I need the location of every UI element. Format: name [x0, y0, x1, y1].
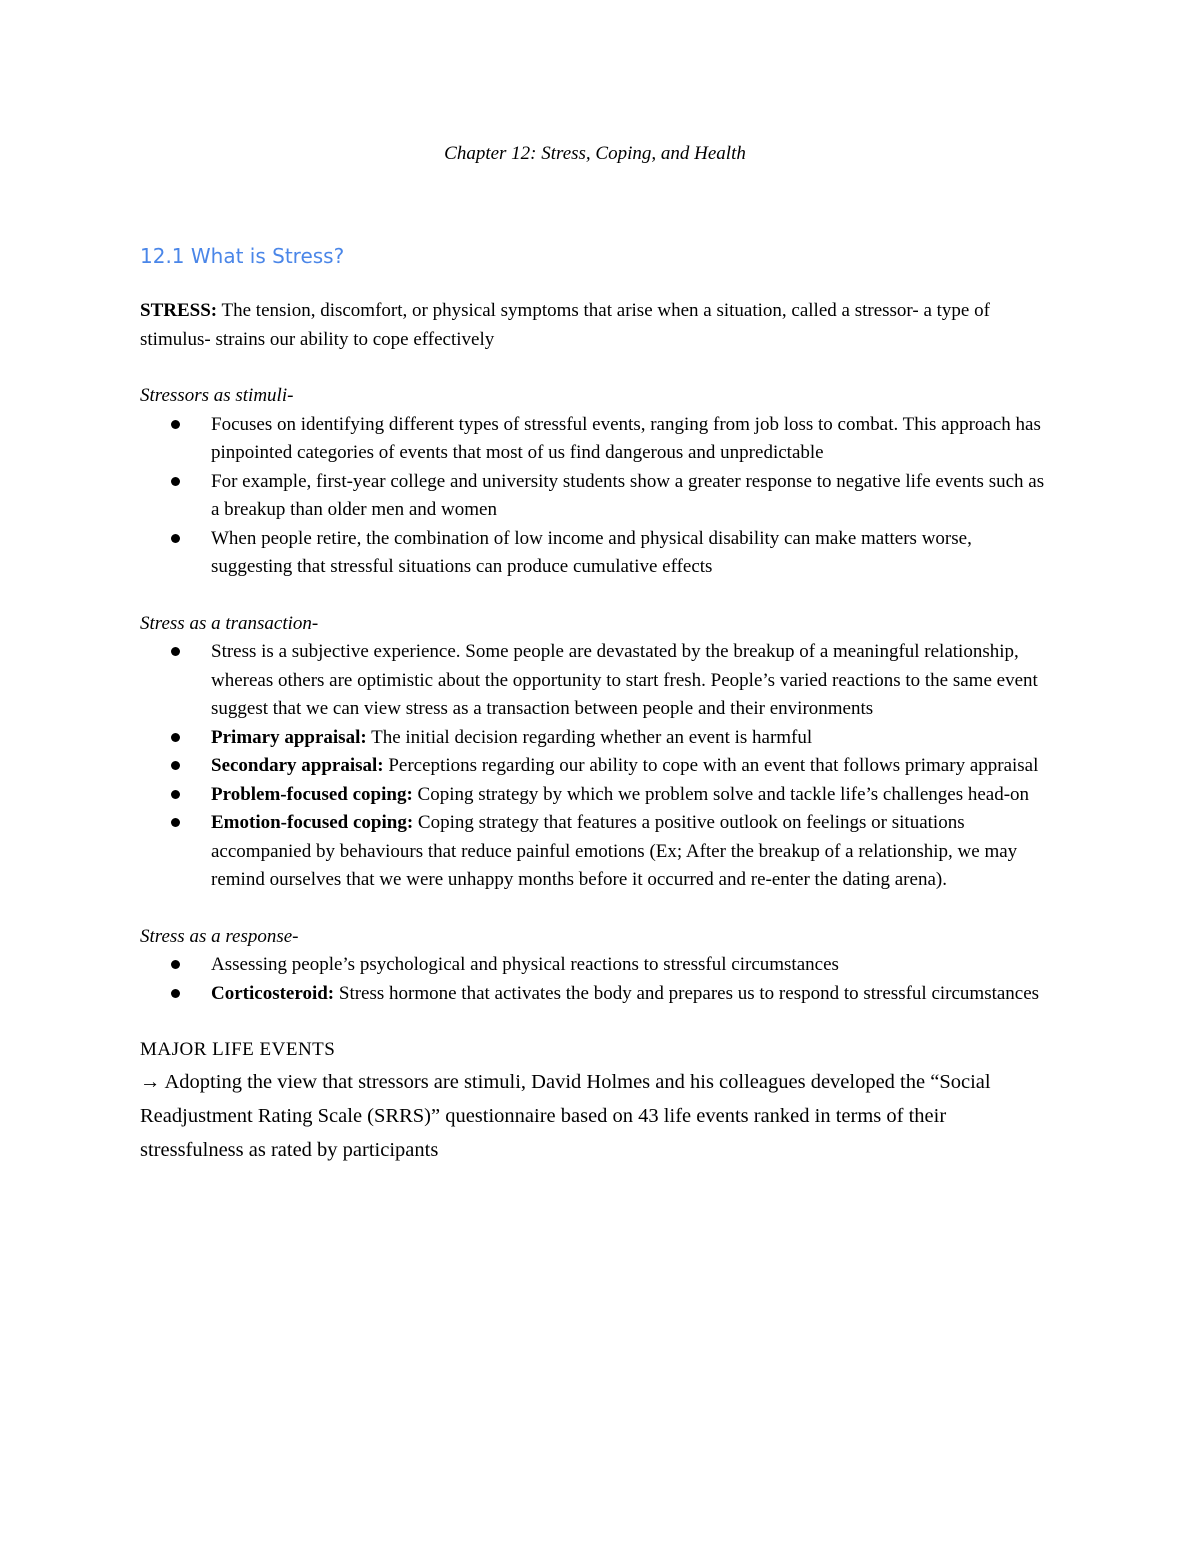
stress-definition-text: The tension, discomfort, or physical symptoms that arise when a situation, called a stressor- a type of stimulus- strains our ability to cope effectively	[140, 300, 990, 350]
list-item: For example, first-year college and university students show a greater response to negative life events such as a breakup than older men and women	[140, 468, 1050, 525]
transaction-list	[140, 638, 1050, 895]
secondary-appraisal-term: Secondary appraisal:	[211, 755, 384, 776]
list-item: Primary appraisal: The initial decision regarding whether an event is harmful	[140, 724, 1050, 753]
document-page	[140, 140, 1050, 1167]
bullet-icon	[171, 733, 180, 742]
list-item: When people retire, the combination of low income and physical disability can make matters worse, suggesting that stressful situations can produce cumulative effects	[140, 525, 1050, 582]
chapter-title: Chapter 12: Stress, Coping, and Health	[444, 143, 746, 164]
response-list	[140, 951, 1050, 1008]
list-item: Assessing people’s psychological and physical reactions to stressful circumstances	[140, 951, 1050, 980]
stress-definition	[140, 297, 1050, 354]
bullet-icon	[171, 647, 180, 656]
major-life-events-text: → Adopting the view that stressors are stimuli, David Holmes and his colleagues developed the “Social Readjustment Rating Scale (SRRS)” questionnaire based on 43 life events ranked in terms of their stressfulness as rated by participants	[140, 1070, 991, 1161]
list-item: Problem-focused coping: Coping strategy by which we problem solve and tackle life’s challenges head-on	[140, 781, 1050, 810]
problem-coping-term: Problem-focused coping:	[211, 783, 413, 805]
bullet-icon	[171, 818, 180, 827]
bullet-icon	[171, 761, 180, 770]
emotion-coping-term: Emotion-focused coping:	[211, 812, 414, 833]
transaction-heading: Stress as a transaction-	[140, 612, 319, 634]
list-item: Emotion-focused coping: Coping strategy that features a positive outlook on feelings or situations accompanied by behaviours that reduce painful emotions (Ex; After the breakup of a relationship, we may remind ourselves that we were unhappy months before it occurred and re-enter the dating arena).	[140, 809, 1050, 895]
bullet-icon	[171, 477, 180, 486]
bullet-icon	[171, 960, 180, 969]
list-item: Stress is a subjective experience. Some people are devastated by the breakup of a meaningful relationship, whereas others are optimistic about the opportunity to start fresh. People’s varied reactions to the same event suggest that we can view stress as a transaction between people and their environments	[140, 638, 1050, 724]
stress-term: STRESS:	[140, 300, 218, 321]
list-item: Secondary appraisal: Perceptions regarding our ability to cope with an event that follows primary appraisal	[140, 752, 1050, 781]
stimuli-heading: Stressors as stimuli-	[140, 385, 294, 406]
section-heading: 12.1 What is Stress?	[140, 244, 345, 268]
primary-appraisal-term: Primary appraisal:	[211, 726, 367, 748]
bullet-icon	[171, 534, 180, 543]
bullet-icon	[171, 420, 180, 429]
bullet-icon	[171, 989, 180, 998]
response-heading: Stress as a response-	[140, 925, 299, 947]
list-item: Focuses on identifying different types of stressful events, ranging from job loss to combat. This approach has pinpointed categories of events that most of us find dangerous and unpredictable	[140, 411, 1050, 468]
stimuli-list	[140, 411, 1050, 582]
bullet-icon	[171, 790, 180, 799]
corticosteroid-term: Corticosteroid:	[211, 982, 335, 1004]
list-item: Corticosteroid: Stress hormone that activates the body and prepares us to respond to stressful circumstances	[140, 980, 1050, 1009]
major-life-events-heading: MAJOR LIFE EVENTS	[140, 1039, 336, 1060]
